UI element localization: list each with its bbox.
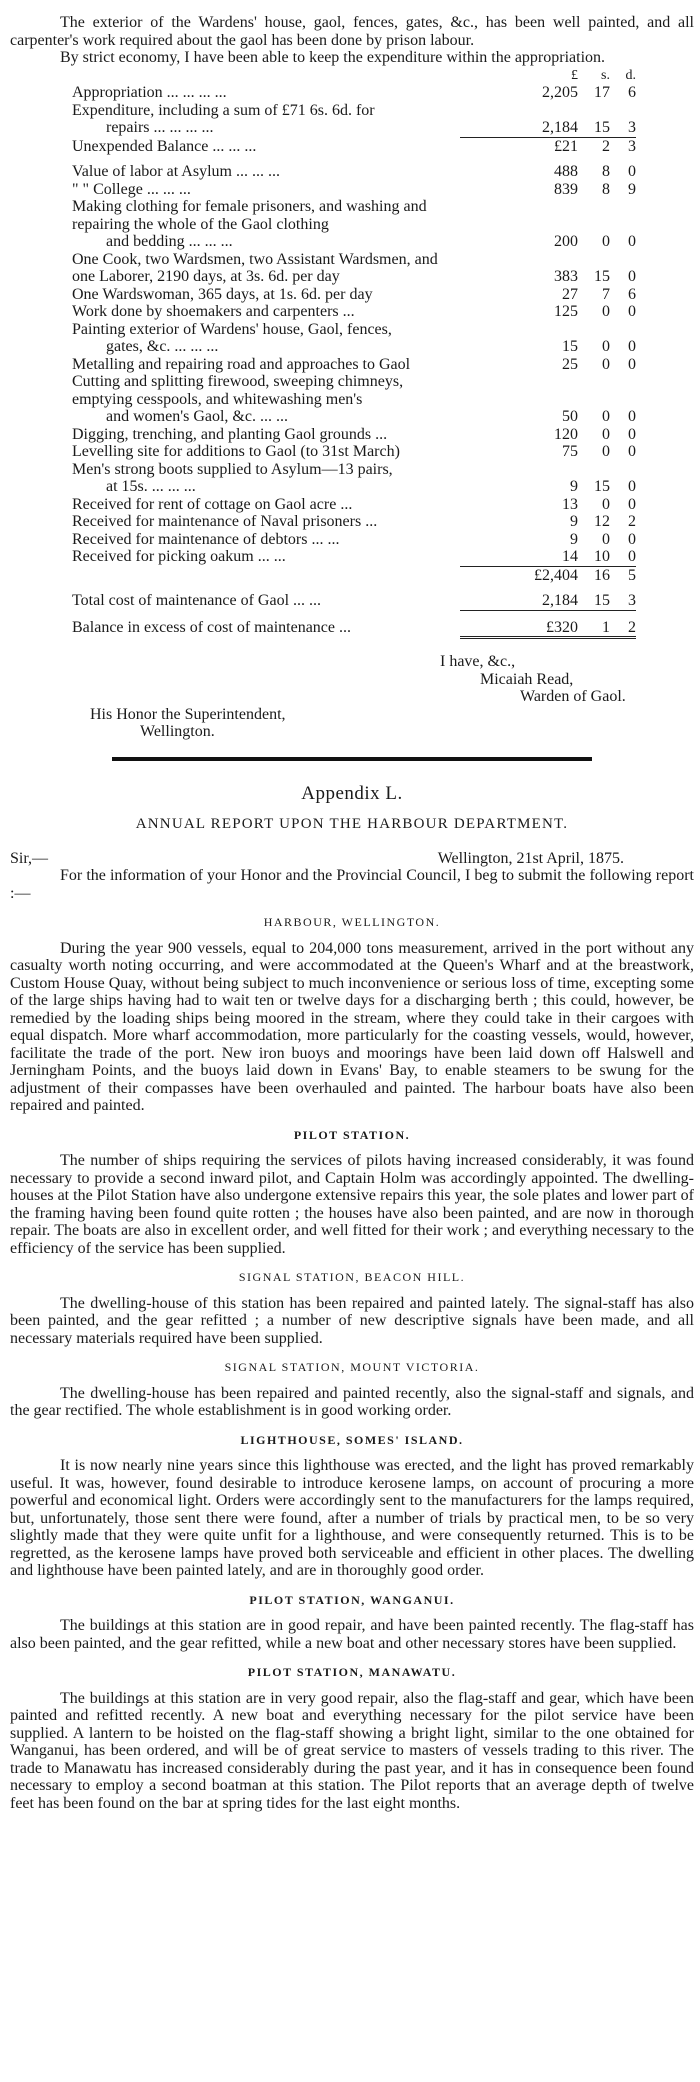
ledger-amount	[528, 233, 636, 251]
ledger-row	[72, 531, 636, 549]
section-paragraph: The buildings at this station are in very good repair, also the flag-staff and gear, which have been painted and refitted recently. A new boat and everything necessary for the pilot service have been supplied. A lantern to be hoisted on the flag-staff showing a bright light, similar to the one obtained for Wanganui, has been ordered, and will be of great service to masters of vessels trading to this river. The trade to Manawatu has increased considerably during the past year, and it has in consequence been found necessary to employ a second boatman at this station. The Pilot reports that an average depth of twelve feet has been found on the bar at spring tides for the last eight months.	[10, 1689, 694, 1812]
ledger-pence: 5	[628, 566, 636, 584]
ledger-item-label	[72, 531, 460, 549]
ledger-amount	[528, 356, 636, 374]
section-heading: SIGNAL STATION, MOUNT VICTORIA.	[224, 1360, 480, 1374]
ledger-item-continuation: repairs ... ... ... ...	[106, 119, 214, 136]
ledger-item-text: Total cost of maintenance of Gaol ... ...	[72, 592, 322, 609]
section-heading: PILOT STATION, WANGANUI.	[249, 1592, 455, 1607]
ledger-rule	[460, 610, 636, 611]
ledger-shillings: 17	[594, 84, 610, 101]
ledger-item-text: Expenditure, including a sum of £71 6s. 6d. for	[72, 101, 375, 119]
ledger-row	[72, 461, 636, 496]
ledger-pounds: 200	[554, 233, 578, 250]
ledger-amount	[528, 338, 636, 356]
ledger-row	[72, 181, 636, 199]
ledger-pence: 0	[628, 478, 636, 495]
ledger-pence: 3	[628, 119, 636, 136]
ledger-shillings: 0	[602, 495, 610, 513]
addressee-line-2: Wellington.	[140, 723, 215, 740]
ledger-item-text: Work done by shoemakers and carpenters ...	[72, 303, 355, 320]
ledger-item-label	[72, 548, 460, 566]
ledger-row	[72, 286, 636, 304]
ledger-item-text: Men's strong boots supplied to Asylum—13 pairs,	[72, 460, 393, 478]
ledger-pence: 0	[628, 495, 636, 513]
ledger-item-text: One Cook, two Wardsmen, two Assistant Wardsmen, and one Laborer, 2190 days, at 3s. 6d. per day	[72, 250, 438, 285]
ledger-shillings: 8	[602, 163, 610, 180]
ledger-pence: 6	[628, 285, 636, 303]
ledger-pence: 9	[628, 180, 636, 198]
ledger-item-label	[72, 321, 460, 356]
ledger-pence: 2	[628, 513, 636, 530]
section-heading: PILOT STATION.	[293, 1127, 411, 1142]
ledger-pounds: 2,184	[542, 119, 578, 136]
ledger-item-label	[72, 619, 460, 637]
ledger-pence: 3	[628, 137, 636, 155]
section-paragraph: The buildings at this station are in good repair, and have been painted recently. The flag-staff has also been painted, and the gear refitted, while a new boat and other necessary stores have been supplied.	[10, 1617, 694, 1652]
ledger-pence: 0	[628, 355, 636, 373]
salutation: Sir,—	[10, 849, 49, 867]
ledger-item-label	[72, 426, 460, 444]
ledger-amount	[528, 496, 636, 514]
ledger-pounds: £21	[554, 137, 578, 155]
ledger-row	[72, 592, 636, 610]
ledger-pence: 0	[628, 408, 636, 425]
ledger-amount	[528, 478, 636, 496]
ledger-shillings: 8	[602, 180, 610, 198]
ledger-item-text: Levelling site for additions to Gaol (to 31st March)	[72, 443, 400, 460]
section-paragraph: The number of ships requiring the services of pilots having increased considerably, it was found necessary to provide a second inward pilot, and Captain Holm was accordingly appointed. The dwelling-houses at the Pilot Station have also undergone extensive repairs this year, the sole plates and lower part of the framing having been found quite rotten ; the houses have also been painted, and are now in thorough repair. The boats are also in excellent order, and well fitted for their work ; and everything necessary to the efficiency of the service has been supplied.	[10, 1152, 694, 1257]
ledger-item-label	[72, 251, 460, 286]
report-sections	[10, 914, 694, 1812]
ledger-pounds: 488	[554, 163, 578, 180]
ledger-pence: 0	[628, 425, 636, 443]
ledger-shillings: 0	[602, 443, 610, 460]
ledger-shillings: 0	[602, 338, 610, 355]
ledger-shillings: 2	[602, 137, 610, 155]
ledger-shillings: 0	[602, 530, 610, 548]
ledger-amount	[528, 303, 636, 321]
ledger-item-text: Received for picking oakum ... ...	[72, 548, 286, 565]
ledger-pounds: 27	[562, 285, 578, 303]
section-heading: PILOT STATION, MANAWATU.	[247, 1665, 457, 1679]
ledger-pounds: £2,404	[534, 566, 578, 584]
ledger-item-label	[72, 496, 460, 514]
ledger-pence: 0	[628, 163, 636, 180]
report-title: ANNUAL REPORT UPON THE HARBOUR DEPARTMENT.	[135, 816, 569, 832]
section-heading: SIGNAL STATION, BEACON HILL.	[238, 1270, 466, 1284]
ledger-row	[72, 102, 636, 137]
ledger-pence: 3	[628, 592, 636, 609]
ledger-item-text: Received for rent of cottage on Gaol acre ...	[72, 495, 353, 513]
opening-paragraph: For the information of your Honor and the Provincial Council, I beg to submit the following report :—	[10, 867, 694, 902]
ledger-shillings: 0	[602, 233, 610, 250]
ledger-pounds: 125	[554, 303, 578, 320]
ledger-rows	[10, 84, 694, 639]
ledger-item-label	[72, 198, 460, 251]
ledger-row	[72, 356, 636, 374]
ledger-row	[72, 619, 636, 637]
ledger-item-label	[72, 286, 460, 304]
ledger-row	[72, 163, 636, 181]
ledger-amount	[528, 443, 636, 461]
ledger-amount	[528, 567, 636, 585]
ledger-row	[72, 513, 636, 531]
ledger-item-text: Unexpended Balance ... ... ...	[72, 137, 257, 155]
ledger-pounds: 2,205	[542, 84, 578, 101]
ledger-item-text: Cutting and splitting firewood, sweeping chimneys, emptying cesspools, and whitewashing men's	[72, 373, 404, 408]
ledger-amount	[528, 548, 636, 566]
ledger-row	[72, 198, 636, 251]
ledger-item-label	[72, 84, 460, 102]
ledger-row	[72, 321, 636, 356]
ledger-amount	[528, 84, 636, 102]
ledger-row	[72, 496, 636, 514]
ledger-pence: 0	[628, 548, 636, 565]
ledger-pence: 6	[628, 84, 636, 101]
ledger-item-label	[72, 513, 460, 531]
ledger-pounds: 120	[554, 425, 578, 443]
ledger-amount	[528, 163, 636, 181]
ledger-row	[72, 426, 636, 444]
ledger-pence: 0	[628, 233, 636, 250]
ledger-item-text: Painting exterior of Wardens' house, Gaol, fences,	[72, 320, 392, 338]
ledger-pounds: 9	[570, 530, 578, 548]
ledger-amount	[528, 119, 636, 137]
ledger-shillings: 1	[602, 618, 610, 636]
ledger-amount	[528, 592, 636, 610]
ledger-item-continuation: gates, &c. ... ... ...	[106, 338, 219, 355]
ledger-row	[72, 84, 636, 102]
ledger-item-text: Making clothing for female prisoners, and washing and repairing the whole of the Gaol clothing	[72, 198, 427, 233]
section-paragraph: The dwelling-house of this station has been repaired and painted lately. The signal-staff has also been painted, and the gear refitted ; a number of new descriptive signals have been made, and all necessary materials required have been supplied.	[10, 1294, 694, 1347]
ledger-row	[72, 443, 636, 461]
ledger-shillings: 7	[602, 285, 610, 303]
ledger-shillings: 0	[602, 355, 610, 373]
report-date: Wellington, 21st April, 1875.	[437, 849, 624, 867]
ledger-amount	[528, 426, 636, 444]
ledger-row	[72, 251, 636, 286]
ledger-amount	[528, 181, 636, 199]
ledger-shillings: 15	[594, 268, 610, 285]
ledger-row	[72, 373, 636, 426]
ledger-shillings: 12	[594, 513, 610, 530]
section-paragraph: The dwelling-house has been repaired and painted recently, also the signal-staff and signals, and the gear rectified. The whole establishment is in good working order.	[10, 1384, 694, 1419]
section-paragraph: It is now nearly nine years since this lighthouse was erected, and the light has proved remarkably useful. It was, however, found desirable to introduce kerosene lamps, on account of procuring a more powerful and economical light. Orders were accordingly sent to the manufacturers for the lamps required, but, unfortunately, those sent there were found, after a number of trials by practical men, to be so very slightly made that they were quite unfit for a lighthouse, and were consequently returned. This is to be regretted, as the kerosene lamps have proved both serviceable and efficient in other places. The dwelling and lighthouse have been painted lately, and are in thoroughly good order.	[10, 1457, 694, 1579]
section-paragraph: During the year 900 vessels, equal to 204,000 tons measurement, arrived in the port without any casualty worth noting occurring, and were accommodated at the Queen's Wharf and at the breastwork, Custom House Quay, without being subject to much inconvenience or serious loss of time, excepting some of the large ships having had to wait ten or twelve days for a discharging berth ; this could, however, be remedied by the loading ships being moored in the stream, where they could take in their cargoes with equal dispatch. More wharf accommodation, more particularly for the coasting vessels, would, however, facilitate the trade of the port. New iron buoys and moorings have been laid down off Halswell and Jerningham Points, and the buoys laid down in Evans' Bay, to enable steamers to be swung for the adjustment of their compasses have been overhauled and painted. The harbour boats have also been repaired and painted.	[10, 939, 694, 1114]
ledger-shillings: 16	[594, 566, 610, 584]
ledger-pence: 0	[628, 443, 636, 460]
ledger-row	[72, 567, 636, 585]
ledger-shillings: 15	[594, 478, 610, 495]
ledger-item-label	[72, 461, 460, 496]
ledger-pence: 0	[628, 268, 636, 285]
ledger-amount	[528, 513, 636, 531]
ledger-item-label	[72, 163, 460, 181]
ledger-item-text: Received for maintenance of Naval prisoners ...	[72, 513, 378, 530]
ledger-item-label	[72, 138, 460, 156]
ledger-pounds: 14	[562, 548, 578, 565]
ledger-amount	[528, 286, 636, 304]
ledger-pounds: 9	[570, 513, 578, 530]
signoff-closing: I have, &c.,	[440, 653, 516, 670]
ledger-item-text: One Wardswoman, 365 days, at 1s. 6d. per day	[72, 285, 373, 303]
ledger-shillings: 0	[602, 303, 610, 320]
intro-paragraph-2: By strict economy, I have been able to keep the expenditure within the appropriation.	[60, 49, 606, 66]
ledger-shillings: 15	[594, 119, 610, 136]
ledger-pence: 0	[628, 338, 636, 355]
shillings-header: s.	[601, 67, 610, 83]
ledger-pounds: 9	[570, 478, 578, 495]
ledger-item-label	[72, 443, 460, 461]
ledger-shillings: 0	[602, 425, 610, 443]
ledger-pence: 0	[628, 530, 636, 548]
ledger-double-rule	[460, 636, 636, 639]
ledger-header	[72, 67, 636, 85]
pence-header: d.	[625, 67, 636, 83]
ledger-item-text: Balance in excess of cost of maintenance ...	[72, 618, 351, 636]
ledger-item-label	[72, 303, 460, 321]
section-heading: LIGHTHOUSE, SOMES' ISLAND.	[240, 1432, 464, 1447]
ledger-amount	[528, 268, 636, 286]
ledger-row	[72, 138, 636, 156]
ledger-pence: 2	[628, 618, 636, 636]
ledger-item-continuation: and women's Gaol, &c. ... ...	[106, 408, 288, 425]
ledger-pounds: 13	[562, 495, 578, 513]
ledger-row	[72, 303, 636, 321]
ledger-pounds: 839	[554, 180, 578, 198]
ledger-item-text: " " College ... ... ...	[72, 180, 191, 198]
ledger-item-continuation: and bedding ... ... ...	[106, 233, 233, 250]
ledger-item-label	[72, 373, 460, 426]
signoff-name: Micaiah Read,	[480, 670, 574, 688]
pounds-header: £	[571, 67, 578, 83]
ledger-amount	[528, 138, 636, 156]
intro-paragraph-1: The exterior of the Wardens' house, gaol, fences, gates, &c., has been well painted, and all carpenter's work required about the gaol has been done by prison labour.	[10, 14, 694, 49]
ledger-item-text: Appropriation ... ... ... ...	[72, 84, 227, 101]
signoff-title: Warden of Gaol.	[520, 688, 626, 705]
ledger-pounds: 25	[562, 355, 578, 373]
ledger-pounds: 15	[562, 338, 578, 355]
ledger-pounds: 75	[562, 443, 578, 460]
ledger-pence: 0	[628, 303, 636, 320]
ledger-item-label	[72, 181, 460, 199]
addressee-line-1: His Honor the Superintendent,	[90, 705, 286, 723]
section-heading: HARBOUR, WELLINGTON.	[263, 915, 441, 929]
ledger-item-text: Received for maintenance of debtors ... ...	[72, 530, 340, 548]
ledger-item-label	[72, 356, 460, 374]
ledger-item-text: Value of labor at Asylum ... ... ...	[72, 163, 280, 180]
ledger-item-label	[72, 592, 460, 610]
ledger-amount	[528, 531, 636, 549]
ledger-pounds: 383	[554, 268, 578, 285]
ledger-pounds: £320	[546, 618, 578, 636]
ledger-item-label	[72, 102, 460, 137]
ledger-shillings: 0	[602, 408, 610, 425]
ledger-amount	[528, 619, 636, 637]
ledger-item-continuation: at 15s. ... ... ...	[106, 478, 196, 495]
ledger-item-text: Digging, trenching, and planting Gaol grounds ...	[72, 425, 388, 443]
ledger-row	[72, 548, 636, 566]
salutation-line	[10, 850, 694, 868]
ledger-pounds: 2,184	[542, 592, 578, 609]
section-divider	[112, 757, 592, 761]
expenditure-ledger	[10, 67, 694, 640]
appendix-title: Appendix L.	[301, 782, 403, 804]
ledger-item-text: Metalling and repairing road and approaches to Gaol	[72, 355, 411, 373]
ledger-amount	[528, 408, 636, 426]
ledger-shillings: 10	[594, 548, 610, 565]
ledger-shillings: 15	[594, 592, 610, 609]
ledger-pounds: 50	[562, 408, 578, 425]
